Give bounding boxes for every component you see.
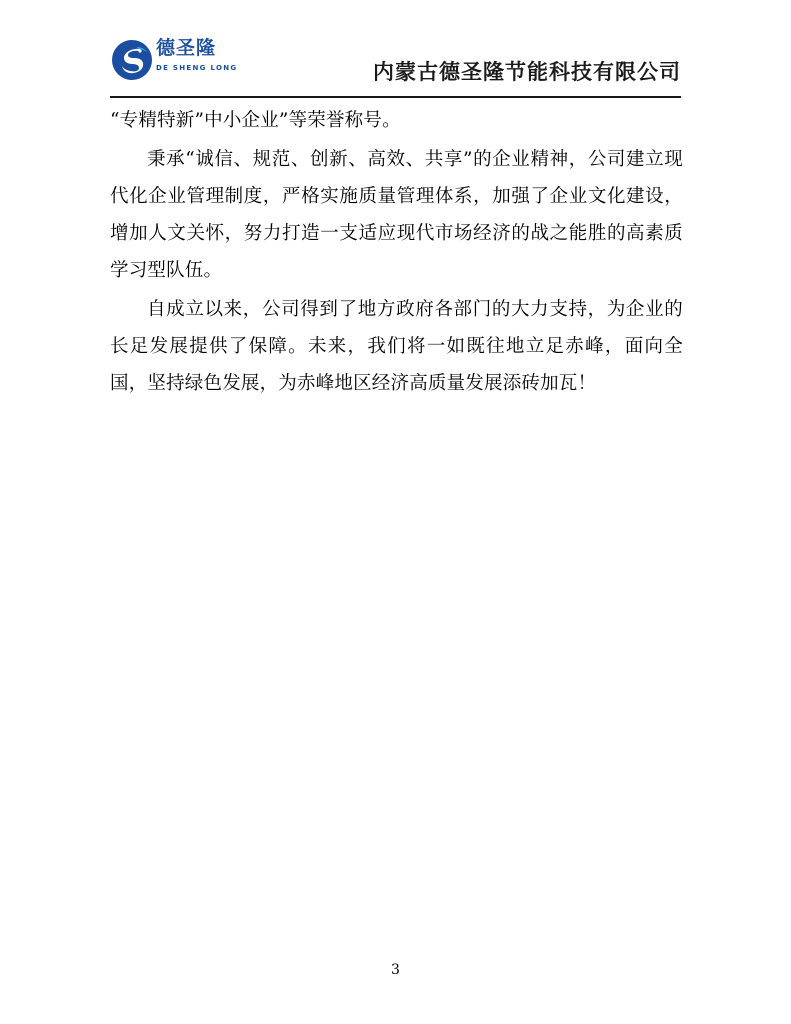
paragraph-2: 自成立以来，公司得到了地方政府各部门的大力支持，为企业的长足发展提供了保障。未来，我们将一如既往地立足赤峰，面向全国，坚持绿色发展，为赤峰地区经济高质量发展添砖加瓦！ <box>110 299 683 394</box>
document-body <box>110 102 683 404</box>
company-logo <box>110 34 238 86</box>
paragraph-1: 秉承“诚信、规范、创新、高效、共享”的企业精神，公司建立现代化企业管理制度，严格实施质量管理体系，加强了企业文化建设，增加人文关怀，努力打造一支适应现代市场经济的战之能胜的高素质学习型队伍。 <box>110 149 683 281</box>
logo-english-text: DE SHENG LONG <box>156 64 238 72</box>
page-header <box>110 34 681 94</box>
header-divider <box>110 96 681 98</box>
company-name: 内蒙古德圣隆节能科技有限公司 <box>373 59 681 84</box>
page-number: 3 <box>391 962 400 978</box>
dragon-s-logo-icon <box>110 38 154 82</box>
logo-chinese-text: 德圣隆 <box>156 37 217 59</box>
paragraph-0: “专精特新”中小企业”等荣誉称号。 <box>110 110 401 131</box>
